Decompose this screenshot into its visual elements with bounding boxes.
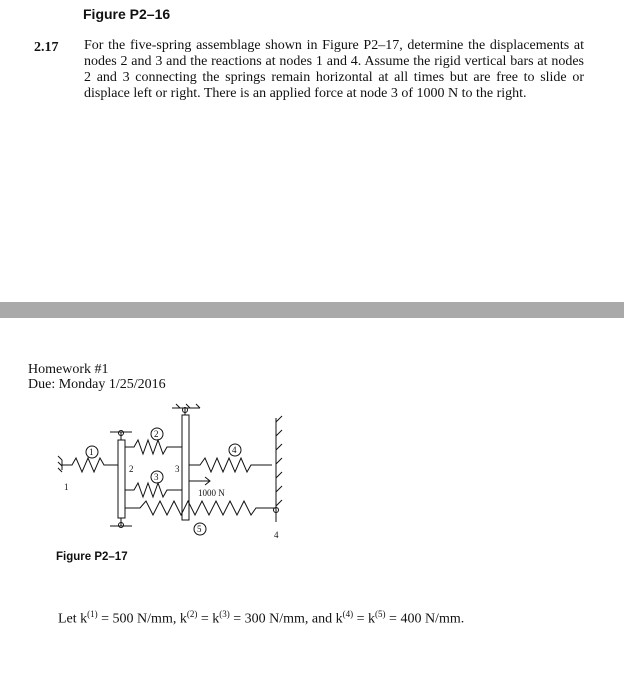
- spring-4-label: 4: [232, 445, 237, 455]
- wall-node-4: [274, 416, 283, 522]
- k1-sup: (1): [87, 609, 98, 619]
- spring-1: [62, 458, 118, 472]
- k3-sup: (3): [219, 609, 230, 619]
- rigid-bar-node-2: [118, 440, 125, 518]
- k5-sup: (5): [375, 609, 386, 619]
- figure-caption-p2-16: Figure P2–16: [83, 6, 171, 22]
- spring-5-label: 5: [197, 524, 202, 534]
- spring-3: [125, 483, 182, 497]
- given-prefix: Let k: [58, 611, 88, 627]
- spring-2-label: 2: [154, 429, 159, 439]
- spring-2: [125, 440, 182, 454]
- node-3-label: 3: [175, 464, 180, 474]
- spring-4: [189, 458, 272, 472]
- spring-3-label: 3: [154, 472, 159, 482]
- figure-caption-p2-17: Figure P2–17: [56, 551, 128, 563]
- due-date: Due: Monday 1/25/2016: [28, 377, 166, 392]
- node-1-label: 1: [64, 482, 69, 492]
- spring-constants: [58, 609, 464, 628]
- page-divider: [0, 302, 624, 318]
- spring-assemblage-diagram: [50, 400, 310, 550]
- wall-node-1: [58, 456, 62, 472]
- spring-1-label: 1: [89, 447, 94, 457]
- node-4-label: 4: [274, 530, 279, 540]
- rigid-bar-node-3: [182, 415, 189, 520]
- applied-force-arrow: [189, 477, 210, 485]
- problem-statement: For the five-spring assemblage shown in Figure P2–17, determine the displacements at nodes 2 and 3 and the reactions at nodes 1 and 4. Assume the rigid vertical bars at nodes 2 and 3 connecting the springs remain horizontal at all times but are free to slide or displace left or right. There is an applied force at node 3 of 1000 N to the right.: [84, 38, 584, 101]
- k2-mid: = k: [197, 611, 220, 627]
- homework-title: Homework #1: [28, 362, 109, 377]
- problem-number: 2.17: [34, 40, 59, 55]
- k1-value: = 500 N/mm, k: [97, 611, 187, 627]
- k5-value: = 400 N/mm.: [385, 611, 465, 627]
- k3-value: = 300 N/mm, and k: [229, 611, 343, 627]
- k2-sup: (2): [186, 609, 198, 619]
- k4-sup: (4): [342, 609, 354, 619]
- force-label: 1000 N: [198, 488, 225, 498]
- node-2-label: 2: [129, 464, 134, 474]
- k4-mid: = k: [353, 611, 376, 627]
- spring-5: [125, 501, 276, 515]
